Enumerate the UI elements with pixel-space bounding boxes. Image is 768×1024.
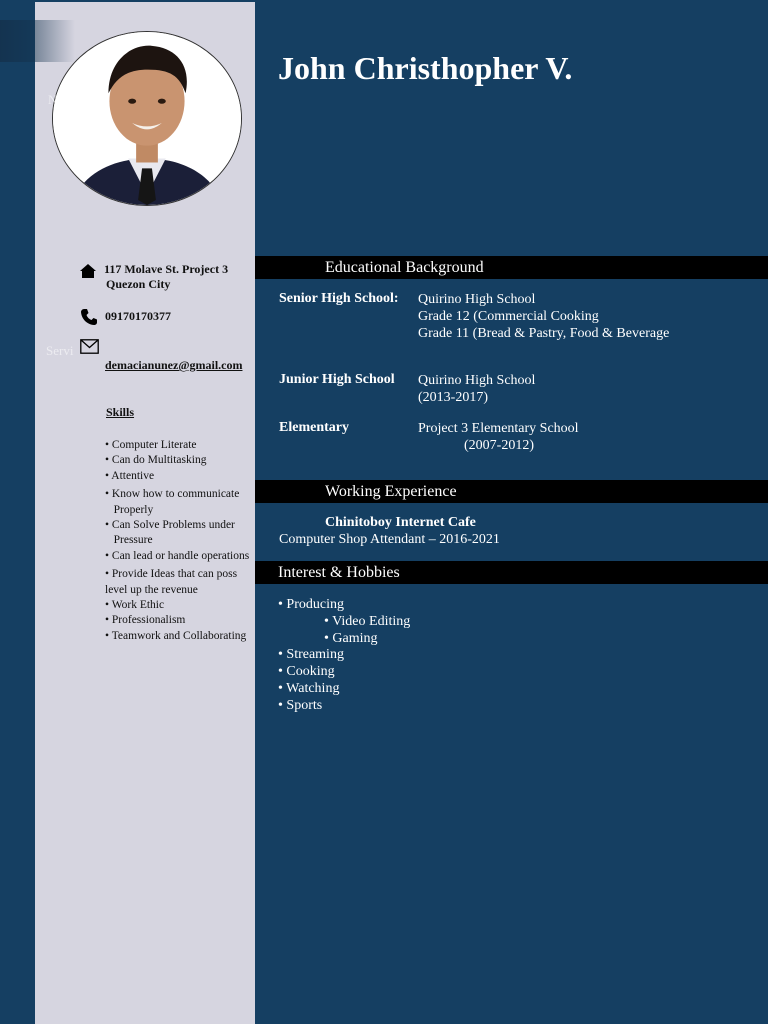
home-icon bbox=[79, 262, 97, 280]
full-name: John Christhopher V. bbox=[278, 50, 573, 86]
skill-item: • Professionalism bbox=[105, 614, 186, 627]
hobby-item: • Video Editing bbox=[324, 613, 411, 629]
phone-number: 09170170377 bbox=[105, 309, 171, 323]
skill-item: • Know how to communicate bbox=[105, 488, 240, 501]
senior-high-details bbox=[418, 291, 669, 342]
skill-item: Pressure bbox=[105, 534, 153, 547]
elementary-details bbox=[418, 420, 579, 454]
skill-item: • Teamwork and Collaborating bbox=[105, 629, 247, 642]
senior-high-grade12: Grade 12 (Commercial Cooking bbox=[418, 309, 599, 324]
skill-item: Properly bbox=[105, 503, 154, 516]
hobby-item: • Cooking bbox=[278, 664, 335, 680]
elementary-school: Project 3 Elementary School bbox=[418, 421, 579, 436]
senior-high-grade11: Grade 11 (Bread & Pastry, Food & Beverage bbox=[418, 326, 670, 341]
skill-item: • Work Ethic bbox=[105, 599, 165, 612]
elementary-years: (2007-2012) bbox=[464, 438, 534, 453]
skill-item: • Can lead or handle operations bbox=[105, 549, 250, 562]
address bbox=[104, 262, 228, 292]
phone-icon bbox=[80, 308, 98, 326]
skills-heading: Skills bbox=[106, 405, 135, 419]
profile-photo bbox=[52, 31, 242, 206]
address-line2: Quezon City bbox=[106, 277, 171, 291]
envelope-icon bbox=[80, 339, 99, 354]
junior-high-details bbox=[418, 372, 535, 406]
hobby-item: • Sports bbox=[278, 697, 323, 713]
address-line1: 117 Molave St. Project 3 bbox=[104, 262, 229, 276]
skill-item: • Can Solve Problems under bbox=[105, 519, 235, 532]
hobby-item: • Streaming bbox=[278, 647, 344, 663]
skills-list bbox=[105, 438, 249, 644]
ghost-text-1: N bbox=[48, 92, 58, 107]
ghost-text-2: Servi bbox=[46, 343, 74, 358]
skill-item: • Can do Multitasking bbox=[105, 454, 207, 467]
hobbies-list bbox=[278, 597, 410, 715]
corner-shadow bbox=[0, 20, 75, 62]
junior-high-label: Junior High School bbox=[279, 372, 395, 387]
skill-item: • Attentive bbox=[105, 469, 155, 482]
education-heading: Educational Background bbox=[325, 259, 484, 276]
work-heading: Working Experience bbox=[325, 483, 457, 500]
senior-high-school: Quirino High School bbox=[418, 292, 536, 307]
work-role: Computer Shop Attendant – 2016-2021 bbox=[279, 532, 500, 547]
junior-high-school: Quirino High School bbox=[418, 373, 536, 388]
junior-high-years: (2013-2017) bbox=[418, 390, 488, 405]
hobby-item: • Watching bbox=[278, 680, 340, 696]
skill-item: • Provide Ideas that can poss bbox=[105, 568, 238, 581]
email-link[interactable]: demacianunez@gmail.com bbox=[105, 358, 243, 372]
skill-item: level up the revenue bbox=[105, 583, 198, 596]
senior-high-label: Senior High School: bbox=[279, 291, 399, 306]
skill-item: • Computer Literate bbox=[105, 439, 197, 451]
hobbies-heading: Interest & Hobbies bbox=[278, 564, 400, 581]
hobby-item: • Gaming bbox=[324, 630, 378, 646]
work-company: Chinitoboy Internet Cafe bbox=[325, 515, 476, 530]
hobby-item: • Producing bbox=[278, 597, 344, 612]
elementary-label: Elementary bbox=[279, 420, 349, 435]
